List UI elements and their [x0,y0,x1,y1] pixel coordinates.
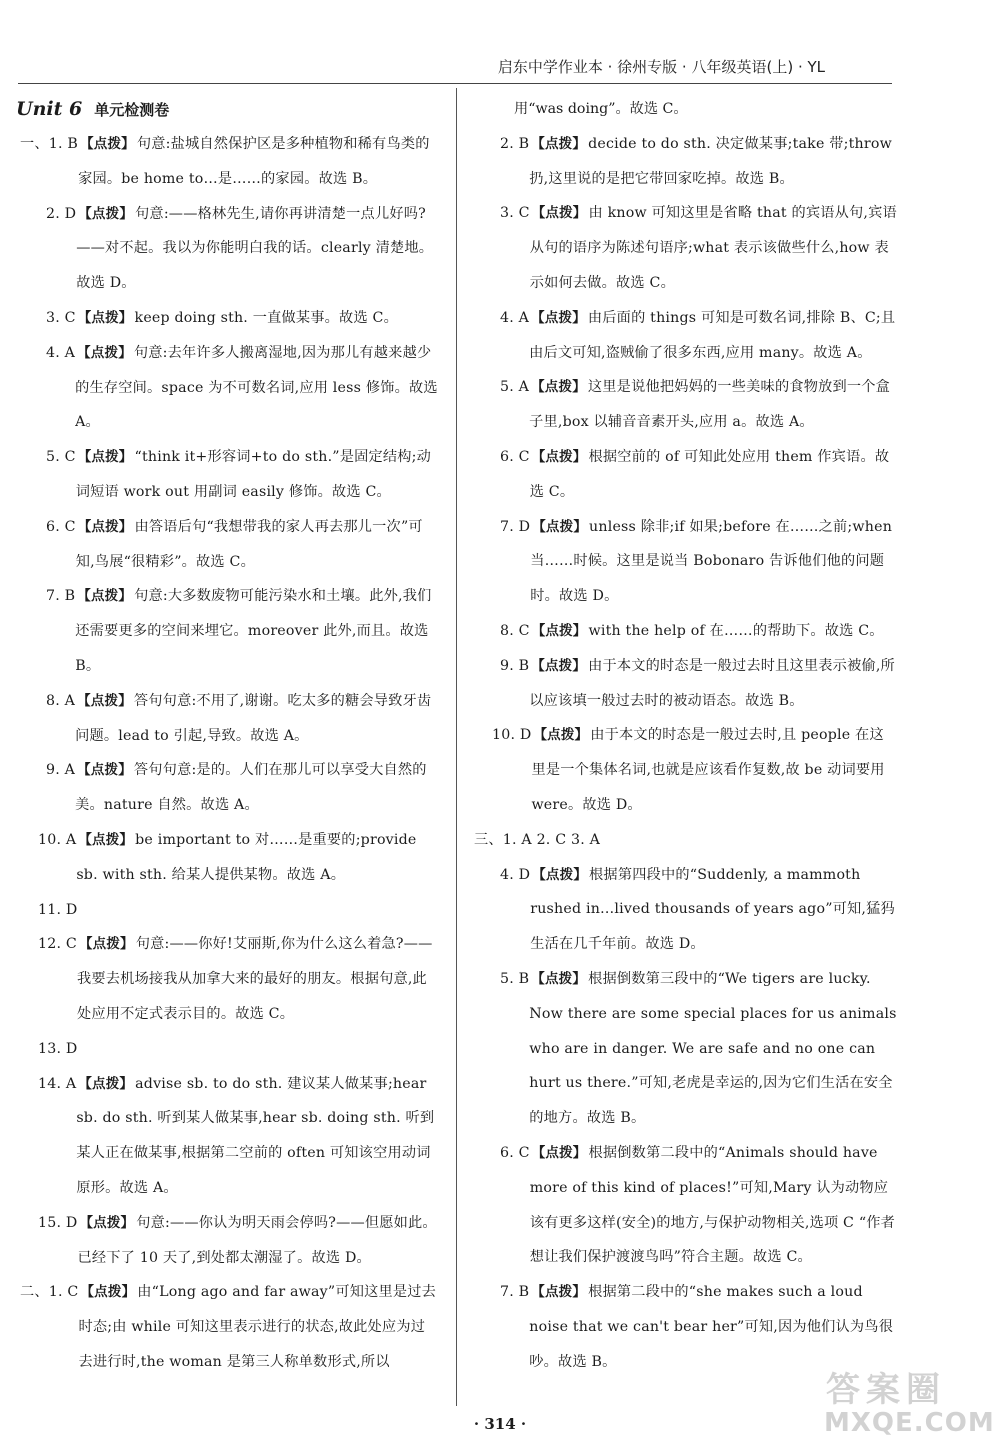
answer-number [474,858,530,962]
explanation [600,823,898,858]
hint-tag: 【点拨】 [531,205,587,222]
explanation [529,370,898,440]
explanation-text: 由“Long ago and far away”可知这里是过去时态;由 while 可知这里表示进行的状态,故此处应为过去进行时,the woman 是第三人称单数形式,所以 [78,1284,437,1370]
answer-item [474,127,898,197]
answer-choice: 3. C [500,205,530,222]
answer-item [20,684,438,754]
answer-list-left [20,127,438,1380]
answer-item [474,718,898,822]
answer-number [20,1032,77,1067]
explanation-text: 由 know 可知这里是省略 that 的宾语从句,宾语从句的语序为陈述句语序;what 表示该做些什么,how 表示如何去做。故选 C。 [529,205,897,291]
explanation-text: 句意:盐城自然保护区是多种植物和稀有鸟类的家园。be home to…是……的家园。故选 B。 [78,136,430,187]
answer-choice: 5. A [500,379,530,396]
explanation-text: 这里是说他把妈妈的一些美味的食物放到一个盒子里,box 以辅音音素开头,应用 a。故选 A。 [529,379,891,431]
hint-tag: 【点拨】 [77,692,132,709]
answer-number [474,718,531,822]
answer-item [474,301,898,371]
hint-tag: 【点拨】 [77,309,133,326]
hint-tag: 【点拨】 [77,588,133,605]
hint-tag: 【点拨】 [531,309,586,326]
page-number: · 314 · [473,1415,527,1433]
explanation-text: 句意:——你好!艾丽斯,你为什么这么着急?——我要去机场接我从加拿大来的最好的朋友。根据句意,此处应用不定式表示目的。故选 C。 [76,936,433,1022]
answer-number [474,1136,530,1275]
answer-list-right [474,127,898,1380]
hint-tag: 【点拨】 [77,344,132,361]
explanation [75,684,438,754]
explanation [529,127,898,197]
answer-choice: 3. C [46,309,76,326]
hint-tag: 【点拨】 [531,135,587,152]
answer-item [474,614,898,649]
answer-choice: 2. D [46,205,77,222]
answer-number [474,614,530,649]
answer-choice: 6. C [46,518,76,535]
answer-number [474,649,529,719]
watermark-text: 答案圈 [826,1370,946,1410]
hint-tag: 【点拨】 [531,622,587,639]
answer-number [20,753,75,823]
explanation [529,962,898,1136]
answer-choice: 4. D [500,866,531,883]
explanation [78,1275,438,1379]
answer-number [474,127,529,197]
answer-choice: 10. D [492,727,532,744]
answer-number [474,196,530,300]
answer-item [20,579,438,683]
section-marker: 一、 [20,136,49,152]
explanation-text: 由于本文的时态是一般过去时且这里表示被偷,所以应该填一般过去时的被动语态。故选 B。 [529,657,895,709]
answer-choice: 8. A [46,692,76,709]
hint-tag: 【点拨】 [80,136,135,152]
answer-choice: 1. C [48,1284,79,1301]
hint-tag: 【点拨】 [532,518,588,535]
answer-choice: 9. B [500,657,530,674]
answer-choice: 4. A [500,309,530,326]
answer-choice: 12. C [38,936,77,953]
hint-tag: 【点拨】 [531,379,586,396]
explanation-text: “think it+形容词+to do sth.”是固定结构;动词短语 work out 用副词 easily 修饰。故选 C。 [75,449,432,500]
answer-item [20,1067,438,1206]
answer-item [474,370,898,440]
explanation-text: 由于本文的时态是一般过去时,且 people 在这里是一个集体名词,也就是应该看作复数,故 be 动词要用 were。故选 D。 [531,727,885,813]
answer-item [20,510,438,580]
explanation [530,858,898,962]
answer-number [20,1067,76,1206]
answer-number [20,1275,78,1379]
answer-item [474,823,898,858]
answer-number [20,684,75,754]
explanation [77,1206,438,1276]
hint-tag: 【点拨】 [531,970,587,987]
explanation-text: with the help of 在……的帮助下。故选 C。 [588,622,884,639]
hint-tag: 【点拨】 [80,1284,136,1301]
answer-number [20,127,78,197]
hint-tag: 【点拨】 [531,1284,587,1301]
answer-item [20,336,438,440]
unit-heading [16,92,438,127]
answer-item [20,753,438,823]
explanation [76,1067,438,1206]
header-divider [18,83,892,84]
explanation [76,197,438,301]
answer-item [474,510,898,614]
explanation [77,927,438,1031]
explanation-text: 句意:大多数废物可能污染水和土壤。此外,我们还需要更多的空间来埋它。moreover 此外,而且。故选 B。 [75,588,432,674]
explanation-text: 根据倒数第二段中的“Animals should have more of this kind of places!”可知,Mary 认为动物应该有更多这样(安全)的地方,与保护动物相关,选项 C “作者想让我们保护渡渡鸟吗”符合主题。故选 C。 [529,1144,896,1266]
continued-text: 用“was doing”。故选 C。 [514,101,688,117]
explanation-text: be important to 对……是重要的;provide sb. with sth. 给某人提供某物。故选 A。 [76,831,417,883]
answer-number [474,440,530,510]
answer-choice: 7. B [46,588,76,605]
answer-choice: 2. B [500,135,530,152]
explanation [530,196,898,300]
explanation-text: unless 除非;if 如果;before 在……之前;when 当……时候。这里是说当 Bobonaro 告诉他们他的问题时。故选 D。 [530,518,893,605]
hint-tag: 【点拨】 [77,518,133,535]
answer-choice: 9. A [46,762,76,779]
hint-tag: 【点拨】 [77,762,132,779]
explanation [76,440,438,510]
explanation [529,649,898,719]
hint-tag: 【点拨】 [77,449,133,466]
explanation [76,510,438,580]
answer-number [474,823,600,858]
answer-number [474,370,529,440]
explanation [77,893,438,928]
hint-tag: 【点拨】 [78,831,134,848]
explanation-text: keep doing sth. 一直做某事。故选 C。 [134,309,398,326]
answer-item [474,858,898,962]
hint-tag: 【点拨】 [78,1075,134,1092]
explanation [530,614,898,649]
answer-choice: 7. B [500,1284,530,1301]
answer-choice: 5. C [46,449,76,466]
hint-tag: 【点拨】 [533,727,589,744]
answer-number [20,510,76,580]
explanation-text: 答句句意:是的。人们在那儿可以享受大自然的美。nature 自然。故选 A。 [75,762,427,814]
answer-number [20,1206,77,1276]
answer-item [474,962,898,1136]
answer-choice: 1. B [48,136,79,152]
watermark-logo [822,1362,995,1448]
explanation-text: 由后面的 things 可知是可数名词,排除 B、C;且由后文可知,盗贼偷了很多东西,应用 many。故选 A。 [529,309,896,361]
answer-choice: 5. B [500,970,530,987]
answer-item [474,196,898,300]
explanation [529,301,898,371]
section-marker: 二、 [20,1284,49,1301]
unit-title: Unit 6 [16,98,83,120]
answer-item [20,197,438,301]
answer-item [20,893,438,928]
left-column [16,92,438,1380]
hint-tag: 【点拨】 [531,1144,587,1161]
answer-number [20,301,76,336]
explanation [530,440,898,510]
answer-number [474,301,529,371]
column-divider [456,88,457,1406]
explanation-text: 根据空前的 of 可知此处应用 them 作宾语。故选 C。 [529,448,890,500]
answer-item [20,127,438,197]
hint-tag: 【点拨】 [531,657,587,674]
answer-item [20,823,438,893]
explanation-text: 根据第二段中的“she makes such a loud noise that we can't bear her”可知,因为他们认为鸟很吵。故选 B。 [529,1284,894,1370]
explanation [76,301,438,336]
answer-choice: 15. D [38,1214,78,1231]
answer-number [20,579,75,683]
answer-item [20,927,438,1031]
explanation-text: 句意:去年许多人搬离湿地,因为那儿有越来越少的生存空间。space 为不可数名词,应用 less 修饰。故选 A。 [75,344,438,431]
answer-number [20,440,76,510]
hint-tag: 【点拨】 [532,866,588,883]
answer-number [20,893,77,928]
explanation [78,127,438,197]
answer-number [474,510,530,614]
hint-tag: 【点拨】 [78,205,134,222]
watermark-url: MXQE.COM [824,1408,995,1438]
explanation-text: decide to do sth. 决定做某事;take 带;throw 扔,这里说的是把它带回家吃掉。故选 B。 [529,135,892,187]
explanation-text: 根据第四段中的“Suddenly, a mammoth rushed in…lived thousands of years ago”可知,猛犸生活在几千年前。故选 D。 [530,866,895,953]
explanation [530,1136,898,1275]
explanation [76,823,438,893]
explanation-text: 句意:——格林先生,请你再讲清楚一点儿好吗?——对不起。我以为你能明白我的话。clearly 清楚地。故选 D。 [76,205,434,292]
explanation-text: advise sb. to do sth. 建议某人做某事;hear sb. do sth. 听到某人做某事,hear sb. doing sth. 听到某人正在做某事,根据第二空前的 often 可知该空用动词原形。故选 A。 [76,1075,435,1196]
answer-number [474,1275,529,1379]
explanation [75,753,438,823]
answer-number [20,927,77,1031]
explanation-text: 根据倒数第三段中的“We tigers are lucky. Now there are some special places for us animals who are in danger. We are safe and no one can hurt us there.”可知,老虎是幸运的,因为它们生活在安全的地方。故选 B。 [529,970,897,1127]
answer-choice: 13. D [38,1040,78,1057]
answer-item [474,1136,898,1275]
right-column [474,92,898,1379]
explanation [531,718,898,822]
explanation [530,510,898,614]
explanation-text: 句意:——你认为明天雨会停吗?——但愿如此。已经下了 10 天了,到处都太潮湿了。故选 D。 [77,1214,437,1266]
answer-item [474,440,898,510]
explanation [77,1032,438,1067]
answer-item [20,1275,438,1379]
answer-choice: 1. A 2. C 3. A [502,831,601,848]
answer-choice: 8. C [500,622,530,639]
explanation [75,579,438,683]
unit-subtitle: 单元检测卷 [94,101,170,119]
answer-number [20,336,75,440]
answer-item [20,301,438,336]
answer-number [20,823,76,893]
answer-choice: 14. A [38,1075,77,1092]
answer-choice: 6. C [500,448,530,465]
running-header: 启东中学作业本 · 徐州专版 · 八年级英语(上) · YL [497,58,825,76]
hint-tag: 【点拨】 [78,936,134,953]
answer-item [474,649,898,719]
answer-choice: 6. C [500,1144,530,1161]
explanation [75,336,438,440]
answer-item [20,1032,438,1067]
explanation-text: 答句句意:不用了,谢谢。吃太多的糖会导致牙齿问题。lead to 引起,导致。故选 A。 [75,692,432,744]
explanation-text: 由答语后句“我想带我的家人再去那儿一次”可知,鸟展“很精彩”。故选 C。 [75,518,423,570]
answer-number [20,197,76,301]
answer-number [474,962,529,1136]
hint-tag: 【点拨】 [531,448,587,465]
answer-choice: 7. D [500,518,531,535]
answer-choice: 11. D [38,901,78,918]
answer-choice: 10. A [38,831,77,848]
answer-item [20,440,438,510]
hint-tag: 【点拨】 [79,1214,135,1231]
answer-item [20,1206,438,1276]
answer-choice: 4. A [46,344,76,361]
section-marker: 三、 [474,831,503,848]
